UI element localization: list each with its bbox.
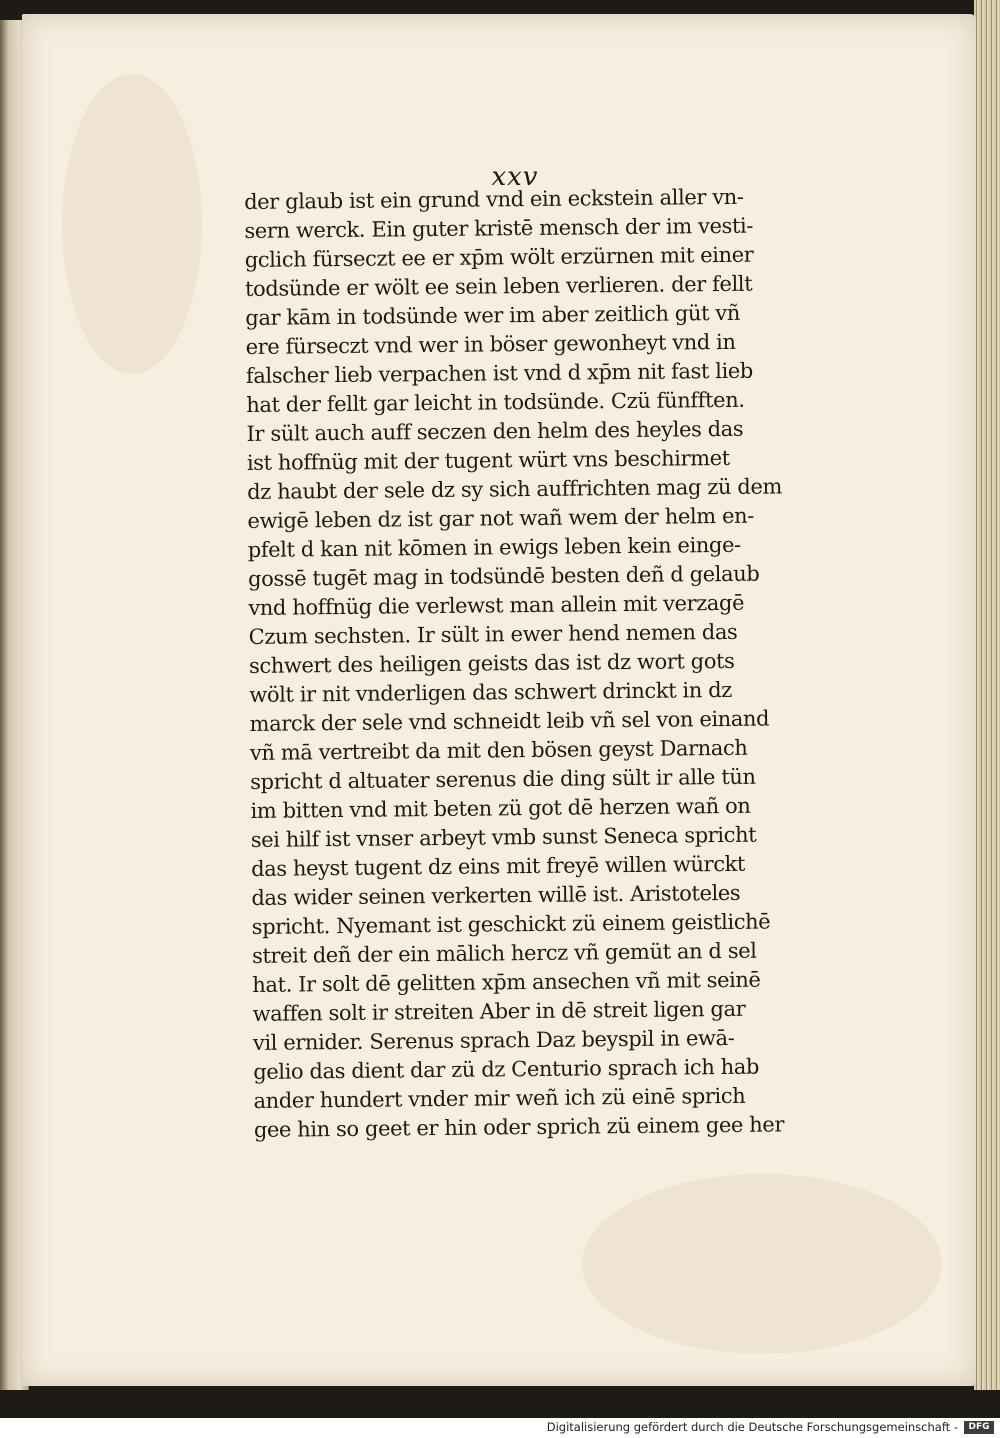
text-line: das heyst tugent dz eins mit freyē willen würckt	[251, 851, 746, 881]
folio-number: xxv	[491, 162, 539, 192]
text-line: spricht. Nyemant ist geschickt zü einem geistlichē	[251, 909, 771, 939]
footer-bar	[0, 1418, 1000, 1438]
text-line: marck der sele vnd schneidt leib vñ sel von einand	[249, 706, 770, 736]
text-line: dz haubt der sele dz sy sich auffrichten mag zü dem	[247, 474, 783, 504]
text-line: das wider seinen verkerten willē ist. Aristoteles	[251, 880, 741, 910]
text-line: ere fürseczt vnd wer in böser gewonheyt vnd in	[245, 329, 736, 359]
text-line: todsünde er wölt ee sein leben verlieren. der fellt	[244, 271, 753, 301]
paper-stain	[62, 74, 202, 374]
text-line: im bitten vnd mit beten zü got dē herzen wañ on	[250, 793, 751, 823]
text-line: vñ mā vertreibt da mit den bösen geyst Darnach	[249, 735, 748, 765]
text-line: waffen solt ir streiten Aber in dē streit ligen gar	[252, 996, 746, 1026]
text-line: vnd hoffnüg die verlewst man allein mit verzagē	[248, 590, 745, 620]
text-line: gelio das dient dar zü dz Centurio sprach ich hab	[253, 1054, 760, 1084]
text-line: der glaub ist ein grund vnd ein eckstein aller vn‑	[244, 184, 744, 214]
paper-stain	[582, 1174, 942, 1354]
text-line: gee hin so geet er hin oder sprich zü einem gee her	[253, 1112, 785, 1142]
text-block	[244, 182, 824, 1145]
text-line: falscher lieb verpachen ist vnd d xp̄m nit fast lieb	[245, 358, 754, 388]
text-line: sei hilf ist vnser arbeyt vmb sunst Seneca spricht	[250, 822, 757, 852]
text-line: spricht d altuater serenus die ding sült ir alle tün	[250, 764, 756, 794]
text-line: gar kām in todsünde wer im aber zeitlich güt vñ	[245, 300, 741, 330]
funding-credit: Digitalisierung gefördert durch die Deutsche Forschungsgemeinschaft -	[546, 1420, 958, 1434]
text-line: vil ernider. Serenus sprach Daz beyspil in ewā‑	[252, 1025, 735, 1055]
right-page-edges	[974, 0, 1000, 1390]
text-line: gclich fürseczt ee er xp̄m wölt erzürnen mit einer	[244, 242, 754, 272]
text-line: pfelt d kan nit kōmen in ewigs leben kein einge‑	[247, 532, 741, 562]
text-line: schwert des heiligen geists das ist dz wort gots	[248, 648, 735, 678]
text-line: sern werck. Ein guter kristē mensch der im vesti‑	[244, 213, 754, 243]
text-line: hat der fellt gar leicht in todsünde. Czü fünfften.	[246, 387, 745, 417]
text-line: Ir sült auch auff seczen den helm des heyles das	[246, 416, 744, 446]
text-line: ist hoffnüg mit der tugent würt vns beschirmet	[246, 445, 730, 475]
text-line: Czum sechsten. Ir sült in ewer hend nemen das	[248, 619, 738, 649]
text-line: wölt ir nit vnderligen das schwert drinckt in dz	[249, 677, 733, 707]
text-line: gossē tugēt mag in todsündē besten deñ d gelaub	[247, 561, 760, 591]
text-line: ewigē leben dz ist gar not wañ wem der helm en‑	[247, 503, 754, 533]
text-line: ander hundert vnder mir weñ ich zü einē sprich	[253, 1083, 746, 1113]
dfg-logo: DFG	[964, 1421, 994, 1434]
text-line: streit deñ der ein mālich hercz vñ gemüt an d sel	[251, 938, 757, 968]
text-line: hat. Ir solt dē gelitten xp̄m ansechen vñ mit seinē	[252, 967, 761, 997]
